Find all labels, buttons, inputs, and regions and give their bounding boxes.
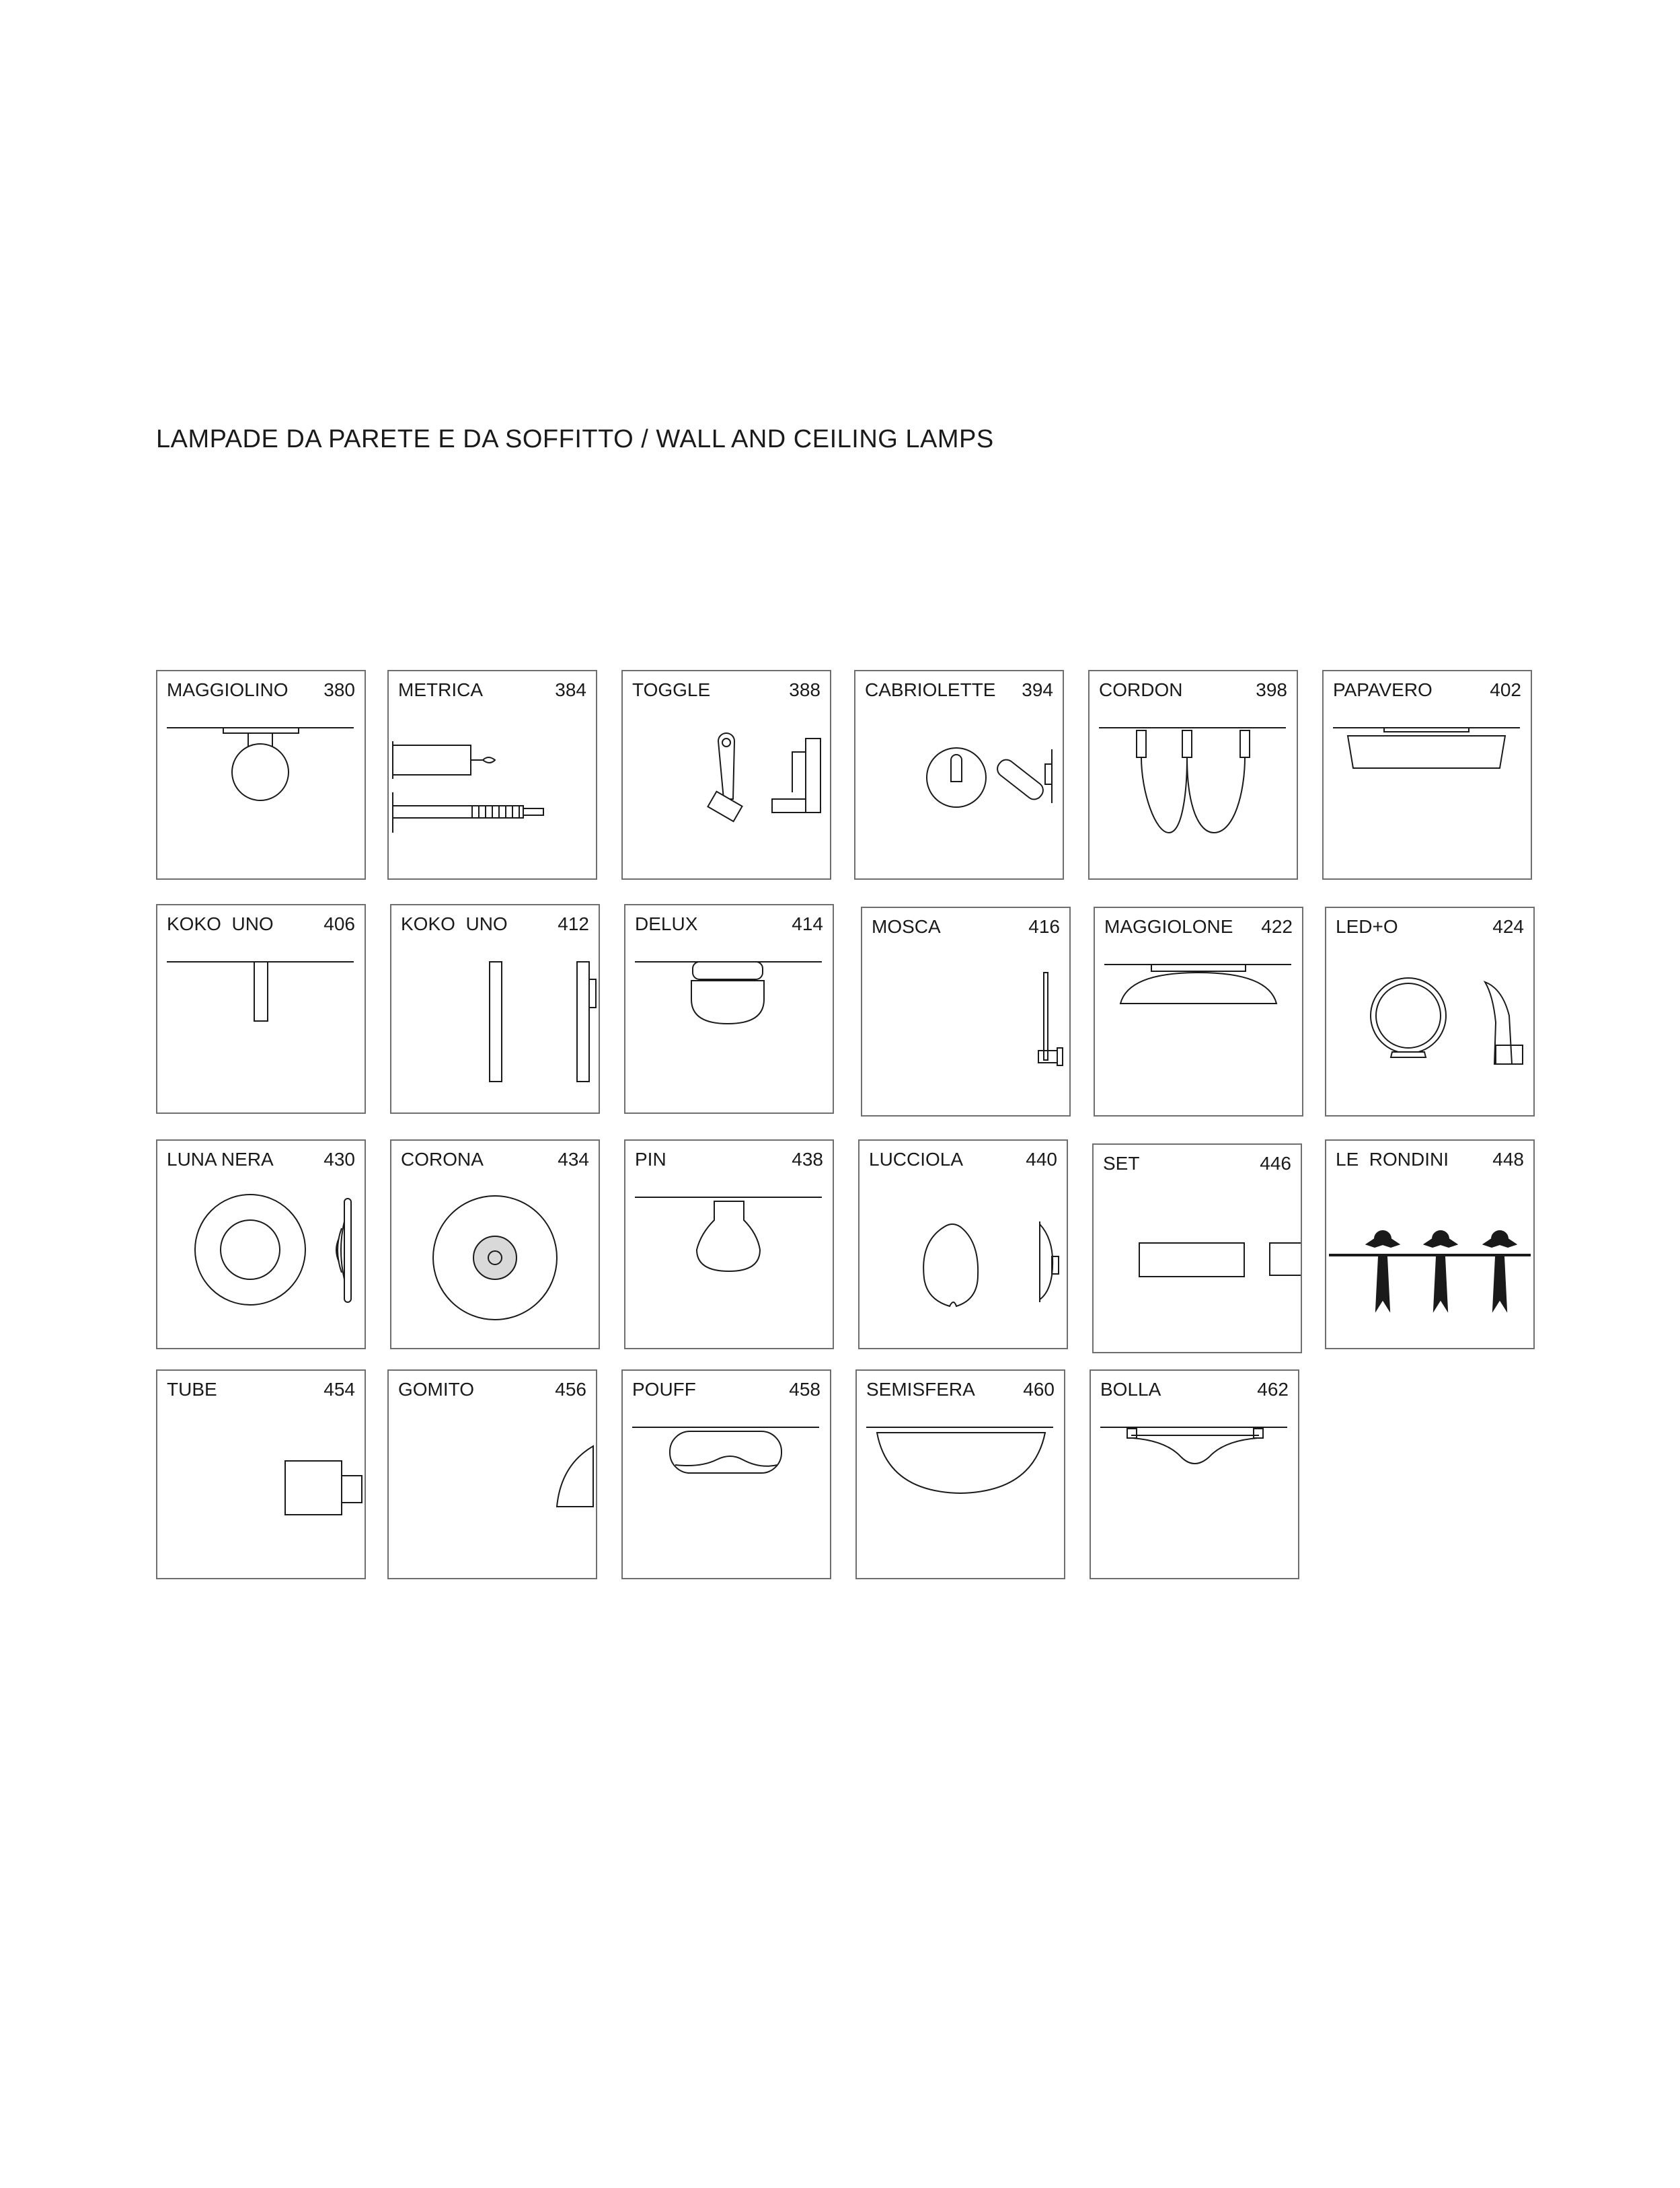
lamp-name: MOSCA	[872, 916, 941, 937]
lamp-name: DELUX	[635, 913, 698, 934]
lamp-page-number: 430	[323, 1149, 355, 1170]
lamp-card-luna-nera[interactable]	[156, 1139, 366, 1349]
lamp-name: BOLLA	[1100, 1379, 1161, 1400]
lamp-card-corona[interactable]	[390, 1139, 600, 1349]
lamp-page-number: 446	[1260, 1153, 1291, 1174]
lamp-page-number: 388	[789, 679, 820, 700]
lamp-name: LUNA NERA	[167, 1149, 274, 1170]
lamp-name: GOMITO	[398, 1379, 475, 1400]
led-o-icon	[1326, 908, 1533, 1115]
lamp-name: CABRIOLETTE	[865, 679, 996, 700]
lamp-name: METRICA	[398, 679, 483, 700]
lamp-page-number: 394	[1022, 679, 1053, 700]
lamp-card-papavero[interactable]	[1322, 670, 1532, 880]
lamp-name: PAPAVERO	[1333, 679, 1433, 700]
lamp-page-number: 422	[1261, 916, 1293, 937]
lamp-page-number: 460	[1023, 1379, 1055, 1400]
maggiolone-icon	[1095, 908, 1302, 1115]
koko-uno-ceiling-icon	[157, 905, 365, 1112]
pouff-icon	[623, 1371, 830, 1578]
set-icon	[1094, 1145, 1301, 1352]
lamp-name: LUCCIOLA	[869, 1149, 964, 1170]
cabriolette-icon	[855, 671, 1063, 878]
lamp-name: LE RONDINI	[1336, 1149, 1449, 1170]
lamp-card-le-rondini[interactable]	[1325, 1139, 1535, 1349]
lamp-name: TOGGLE	[632, 679, 711, 700]
lamp-page-number: 412	[558, 913, 589, 934]
luna-nera-icon	[157, 1141, 365, 1348]
lamp-page-number: 438	[792, 1149, 823, 1170]
lamp-card-toggle[interactable]	[621, 670, 831, 880]
lamp-card-lucciola[interactable]	[858, 1139, 1068, 1349]
lamp-card-koko-uno-412[interactable]	[390, 904, 600, 1114]
lamp-page-number: 434	[558, 1149, 589, 1170]
papavero-icon	[1324, 671, 1531, 878]
lamp-name: KOKO UNO	[167, 913, 274, 934]
lamp-card-cordon[interactable]	[1088, 670, 1298, 880]
lamp-name: TUBE	[167, 1379, 217, 1400]
lamp-card-tube[interactable]	[156, 1369, 366, 1579]
mosca-icon	[862, 908, 1069, 1115]
lamp-card-pin[interactable]	[624, 1139, 834, 1349]
lamp-name: SEMISFERA	[866, 1379, 975, 1400]
lamp-card-koko-uno-406[interactable]	[156, 904, 366, 1114]
lamp-card-semisfera[interactable]	[855, 1369, 1065, 1579]
lamp-card-maggiolino[interactable]	[156, 670, 366, 880]
lamp-page-number: 398	[1256, 679, 1287, 700]
lamp-name: LED+O	[1336, 916, 1398, 937]
lamp-page-number: 462	[1257, 1379, 1289, 1400]
lamp-card-led-o[interactable]	[1325, 907, 1535, 1117]
lamp-name: CORDON	[1099, 679, 1183, 700]
lamp-card-set[interactable]	[1092, 1143, 1302, 1353]
lamp-page-number: 424	[1492, 916, 1524, 937]
lamp-name: SET	[1103, 1153, 1140, 1174]
lamp-page-number: 448	[1492, 1149, 1524, 1170]
delux-icon	[625, 905, 833, 1112]
koko-uno-wall-icon	[391, 905, 599, 1112]
lamp-page-number: 456	[555, 1379, 586, 1400]
semisfera-icon	[857, 1371, 1064, 1578]
lamp-name: MAGGIOLONE	[1104, 916, 1233, 937]
lamp-name: MAGGIOLINO	[167, 679, 289, 700]
gomito-icon	[389, 1371, 596, 1578]
lamp-card-gomito[interactable]	[387, 1369, 597, 1579]
lamp-page-number: 416	[1028, 916, 1060, 937]
lamp-page-number: 380	[323, 679, 355, 700]
tube-icon	[157, 1371, 365, 1578]
lamp-page-number: 458	[789, 1379, 820, 1400]
lamp-page-number: 384	[555, 679, 586, 700]
lamp-card-delux[interactable]	[624, 904, 834, 1114]
lamp-card-mosca[interactable]	[861, 907, 1071, 1117]
lamp-page-number: 440	[1026, 1149, 1057, 1170]
lamp-card-bolla[interactable]	[1090, 1369, 1299, 1579]
lamp-card-metrica[interactable]	[387, 670, 597, 880]
cordon-icon	[1090, 671, 1297, 878]
lamp-name: KOKO UNO	[401, 913, 508, 934]
lamp-name: CORONA	[401, 1149, 484, 1170]
le-rondini-icon	[1326, 1141, 1533, 1348]
toggle-icon	[623, 671, 830, 878]
page-title: LAMPADE DA PARETE E DA SOFFITTO / WALL AND CEILING LAMPS	[156, 425, 994, 453]
lamp-card-cabriolette[interactable]	[854, 670, 1064, 880]
lucciola-icon	[860, 1141, 1067, 1348]
lamp-page-number: 414	[792, 913, 823, 934]
lamp-page-number: 454	[323, 1379, 355, 1400]
lamp-name: POUFF	[632, 1379, 696, 1400]
maggiolino-icon	[157, 671, 365, 878]
lamp-name: PIN	[635, 1149, 666, 1170]
lamp-page-number: 406	[323, 913, 355, 934]
pin-icon	[625, 1141, 833, 1348]
corona-icon	[391, 1141, 599, 1348]
metrica-icon	[389, 671, 596, 878]
bolla-icon	[1091, 1371, 1298, 1578]
lamp-page-number: 402	[1490, 679, 1521, 700]
lamp-card-maggiolone[interactable]	[1094, 907, 1303, 1117]
lamp-card-pouff[interactable]	[621, 1369, 831, 1579]
